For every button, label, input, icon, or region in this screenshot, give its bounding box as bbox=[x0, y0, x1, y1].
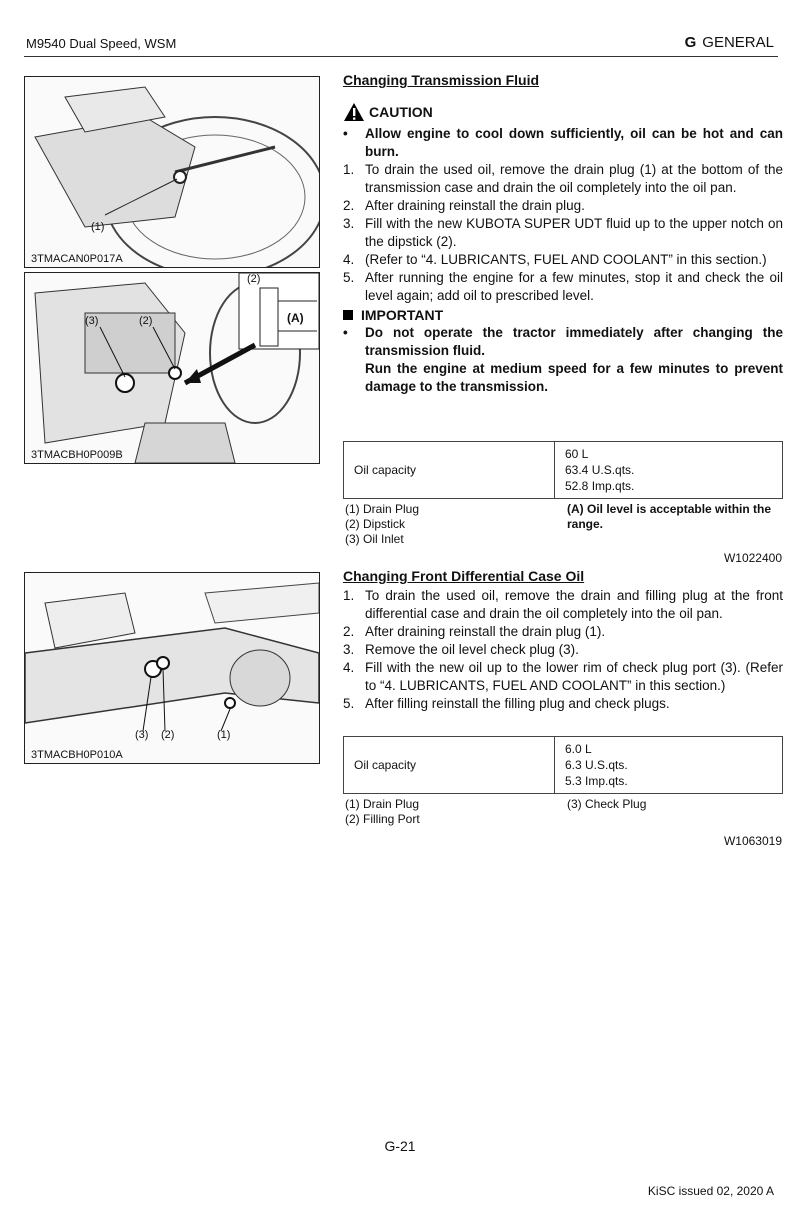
transmission-legend bbox=[345, 502, 419, 547]
front-diff-legend-right: (3) Check Plug bbox=[567, 797, 647, 811]
step-text: To drain the used oil, remove the drain plug (1) at the bottom of the transmission case and drain the oil completely into the oil pan. bbox=[365, 162, 783, 195]
step-number: 2. bbox=[343, 198, 355, 213]
caution-text bbox=[343, 125, 783, 161]
front-diff-section bbox=[343, 568, 783, 713]
step-number: 4. bbox=[343, 252, 355, 267]
legend-item: (2) Dipstick bbox=[345, 517, 406, 531]
important-text bbox=[343, 324, 783, 396]
capacity-liters: 6.0 L bbox=[565, 742, 592, 756]
callout-a: (A) bbox=[287, 311, 304, 325]
warning-triangle-icon bbox=[343, 102, 365, 122]
header-rule bbox=[24, 56, 778, 57]
transmission-capacity-table bbox=[343, 441, 783, 499]
capacity-liters: 60 L bbox=[565, 447, 589, 461]
front-diff-code: W1063019 bbox=[723, 834, 782, 848]
capacity-label: Oil capacity bbox=[344, 442, 555, 499]
list-item bbox=[343, 641, 783, 659]
important-line-2: Run the engine at medium speed for a few minutes to prevent damage to the transmission. bbox=[365, 361, 783, 394]
transmission-title: Changing Transmission Fluid bbox=[343, 72, 540, 88]
transmission-code: W1022400 bbox=[723, 551, 782, 565]
transmission-legend-a: (A) Oil level is acceptable within the range. bbox=[567, 502, 772, 531]
tractor-underside-illustration bbox=[25, 77, 319, 267]
legend-item: (3) Oil Inlet bbox=[345, 532, 404, 546]
step-text: After filling reinstall the filling plug and check plugs. bbox=[365, 696, 670, 711]
section-name: GENERAL bbox=[702, 34, 774, 51]
callout-2: (2) bbox=[139, 315, 153, 327]
figure-front-differential bbox=[24, 572, 320, 764]
capacity-label: Oil capacity bbox=[344, 737, 555, 794]
figure-code: 3TMACBH0P010A bbox=[31, 749, 123, 761]
step-number: 4. bbox=[343, 660, 355, 675]
step-number: 1. bbox=[343, 588, 355, 603]
list-item bbox=[343, 623, 783, 641]
callout-3: (3) bbox=[135, 729, 149, 741]
step-number: 1. bbox=[343, 162, 355, 177]
legend-item: (2) Filling Port bbox=[345, 812, 420, 826]
step-number: 3. bbox=[343, 216, 355, 231]
bullet: • bbox=[343, 126, 348, 141]
issue-info: KiSC issued 02, 2020 A bbox=[647, 1184, 774, 1198]
list-item bbox=[343, 587, 783, 623]
capacity-imp-qts: 5.3 Imp.qts. bbox=[565, 774, 628, 788]
important-heading bbox=[343, 306, 783, 324]
step-text: After running the engine for a few minutes, stop it and check the oil level again; add oil to prescribed level. bbox=[365, 270, 783, 303]
document-title: M9540 Dual Speed, WSM bbox=[26, 36, 177, 51]
figure-transmission-drain bbox=[24, 76, 320, 268]
step-text: To drain the used oil, remove the drain and filling plug at the front differential case and drain the oil completely into the oil pan. bbox=[365, 588, 783, 621]
callout-1: (1) bbox=[91, 221, 105, 233]
transmission-dipstick-illustration bbox=[25, 273, 319, 463]
caution-message: Allow engine to cool down sufficiently, oil can be hot and can burn. bbox=[365, 126, 783, 159]
caution-label: CAUTION bbox=[369, 104, 433, 120]
front-diff-title: Changing Front Differential Case Oil bbox=[343, 568, 585, 584]
list-item bbox=[343, 695, 783, 713]
callout-2: (2) bbox=[161, 729, 175, 741]
capacity-us-qts: 63.4 U.S.qts. bbox=[565, 463, 635, 477]
step-text: After draining reinstall the drain plug (1). bbox=[365, 624, 606, 639]
callout-1: (1) bbox=[217, 729, 231, 741]
capacity-values bbox=[555, 442, 783, 499]
step-text: Fill with the new oil up to the lower rim of check plug port (3). (Refer to “4. LUBRICANTS, FUEL AND COOLANT” in this section.) bbox=[365, 660, 783, 693]
callout-3: (3) bbox=[85, 315, 99, 327]
step-number: 2. bbox=[343, 624, 355, 639]
step-number: 3. bbox=[343, 642, 355, 657]
table-row bbox=[344, 442, 783, 499]
section-heading bbox=[685, 34, 774, 51]
step-number: 5. bbox=[343, 696, 355, 711]
important-line-1: Do not operate the tractor immediately after changing the transmission fluid. bbox=[365, 325, 783, 358]
capacity-imp-qts: 52.8 Imp.qts. bbox=[565, 479, 635, 493]
transmission-section bbox=[343, 72, 783, 396]
transmission-steps bbox=[343, 161, 783, 305]
step-text: After draining reinstall the drain plug. bbox=[365, 198, 585, 213]
step-text: Remove the oil level check plug (3). bbox=[365, 642, 579, 657]
figure-code: 3TMACAN0P017A bbox=[31, 253, 123, 265]
capacity-us-qts: 6.3 U.S.qts. bbox=[565, 758, 628, 772]
front-diff-steps bbox=[343, 587, 783, 713]
step-number: 5. bbox=[343, 270, 355, 285]
list-item bbox=[343, 659, 783, 695]
caution-heading bbox=[343, 102, 783, 122]
table-row bbox=[344, 737, 783, 794]
section-letter: G bbox=[684, 34, 697, 51]
list-item bbox=[343, 269, 783, 305]
list-item bbox=[343, 161, 783, 197]
list-item bbox=[343, 197, 783, 215]
callout-2-detail: (2) bbox=[247, 273, 261, 285]
list-item bbox=[343, 215, 783, 251]
important-label: IMPORTANT bbox=[361, 307, 444, 323]
square-bullet-icon bbox=[343, 310, 353, 320]
bullet: • bbox=[343, 325, 348, 340]
capacity-values bbox=[555, 737, 783, 794]
legend-item: (1) Drain Plug bbox=[345, 797, 420, 811]
legend-item: (1) Drain Plug bbox=[345, 502, 420, 516]
figure-code: 3TMACBH0P009B bbox=[31, 449, 123, 461]
front-diff-capacity-table bbox=[343, 736, 783, 794]
page-number: G-21 bbox=[384, 1138, 416, 1154]
step-text: (Refer to “4. LUBRICANTS, FUEL AND COOLANT” in this section.) bbox=[365, 252, 767, 267]
figure-transmission-dipstick bbox=[24, 272, 320, 464]
list-item bbox=[343, 251, 783, 269]
front-diff-legend bbox=[345, 797, 420, 827]
step-text: Fill with the new KUBOTA SUPER UDT fluid up to the upper notch on the dipstick (2). bbox=[365, 216, 783, 249]
